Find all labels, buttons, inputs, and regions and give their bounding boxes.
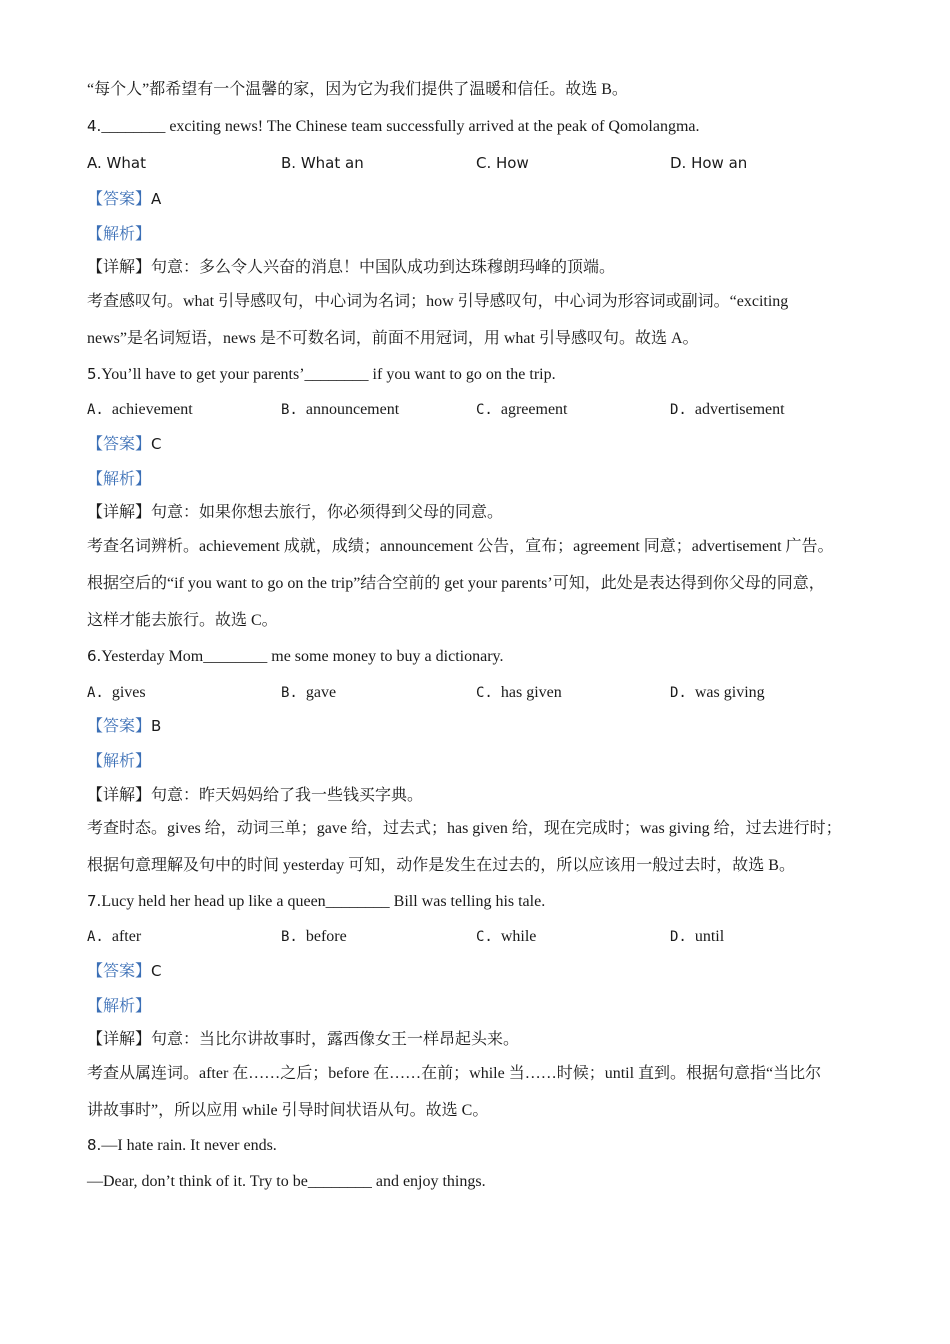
option-d: D. was giving [670,684,765,701]
question-number: 8. [87,1136,102,1154]
analysis-label: 【解析】 [87,226,152,243]
detail-text: 【详解】句意：多么令人兴奋的消息！中国队成功到达珠穆朗玛峰的顶端。 [87,259,616,276]
option-c: C. How [476,154,529,172]
explain-text: 讲故事时”，所以应用 while 引导时间状语从句。故选 C。 [87,1102,489,1119]
question-6-stem: 6.Yesterday Mom________ me some money to buy a dictionary. [87,647,504,665]
option-d: D. How an [670,154,748,172]
explain-text: 考查从属连词。after 在……之后；before 在……在前；while 当……时候；until 直到。根据句意指“当比尔 [87,1065,822,1082]
question-5-stem: 5.You’ll have to get your parents’________ if you want to go on the trip. [87,365,556,383]
explain-text: 考查名词辨析。achievement 成就，成绩；announcement 公告，宣布；agreement 同意；advertisement 广告。 [87,538,834,555]
intro-text: “每个人”都希望有一个温馨的家，因为它为我们提供了温暖和信任。故选 B。 [87,81,628,98]
option-d: D. until [670,928,725,945]
option-a: A. after [87,928,142,945]
answer-value: A [151,190,162,208]
question-4-options [87,153,887,173]
option-a: A. achievement [87,401,193,418]
option-b: B. announcement [281,401,400,418]
detail-text: 【详解】句意：当比尔讲故事时，露西像女王一样昂起头来。 [87,1031,520,1048]
option-b: B. gave [281,684,337,701]
explain-text: 这样才能去旅行。故选 C。 [87,612,278,629]
option-c: C. while [476,928,537,945]
question-6-options [87,683,887,703]
answer-line: 【答案】C [87,962,162,980]
option-d: D. advertisement [670,401,785,418]
explain-text: news”是名词短语，news 是不可数名词，前面不用冠词，用 what 引导感叹句。故选 A。 [87,330,699,347]
question-number: 5. [87,365,102,383]
question-number: 7. [87,892,102,910]
answer-value: C [151,962,162,980]
analysis-label: 【解析】 [87,471,152,488]
explain-text: 根据空后的“if you want to go on the trip”结合空前的 get your parents’可知，此处是表达得到你父母的同意， [87,575,825,592]
answer-value: C [151,435,162,453]
answer-value: B [151,717,162,735]
question-7-options [87,927,887,947]
question-8-stem: 8.—I hate rain. It never ends. [87,1136,277,1154]
detail-text: 【详解】句意：如果你想去旅行，你必须得到父母的同意。 [87,504,504,521]
option-c: C. agreement [476,401,568,418]
option-c: C. has given [476,684,562,701]
question-4-stem: 4.________ exciting news! The Chinese team successfully arrived at the peak of Qomolangma. [87,117,700,135]
question-number: 4. [87,117,102,135]
detail-text: 【详解】句意：昨天妈妈给了我一些钱买字典。 [87,787,424,804]
analysis-label: 【解析】 [87,998,152,1015]
explain-text: 根据句意理解及句中的时间 yesterday 可知，动作是发生在过去的，所以应该用一般过去时，故选 B。 [87,857,795,874]
analysis-label: 【解析】 [87,753,152,770]
answer-line: 【答案】A [87,190,162,208]
answer-line: 【答案】C [87,435,162,453]
question-7-stem: 7.Lucy held her head up like a queen________ Bill was telling his tale. [87,892,546,910]
question-8-stem-reply: —Dear, don’t think of it. Try to be________ and enjoy things. [87,1173,486,1190]
question-5-options [87,400,887,420]
answer-line: 【答案】B [87,717,162,735]
option-a: A. gives [87,684,146,701]
question-number: 6. [87,647,102,665]
option-b: B. What an [281,154,364,172]
explain-text: 考查感叹句。what 引导感叹句，中心词为名词；how 引导感叹句，中心词为形容词或副词。“exciting [87,293,789,310]
explain-text: 考查时态。gives 给，动词三单；gave 给，过去式；has given 给，现在完成时；was giving 给，过去进行时； [87,820,842,837]
option-b: B. before [281,928,347,945]
option-a: A. What [87,154,146,172]
